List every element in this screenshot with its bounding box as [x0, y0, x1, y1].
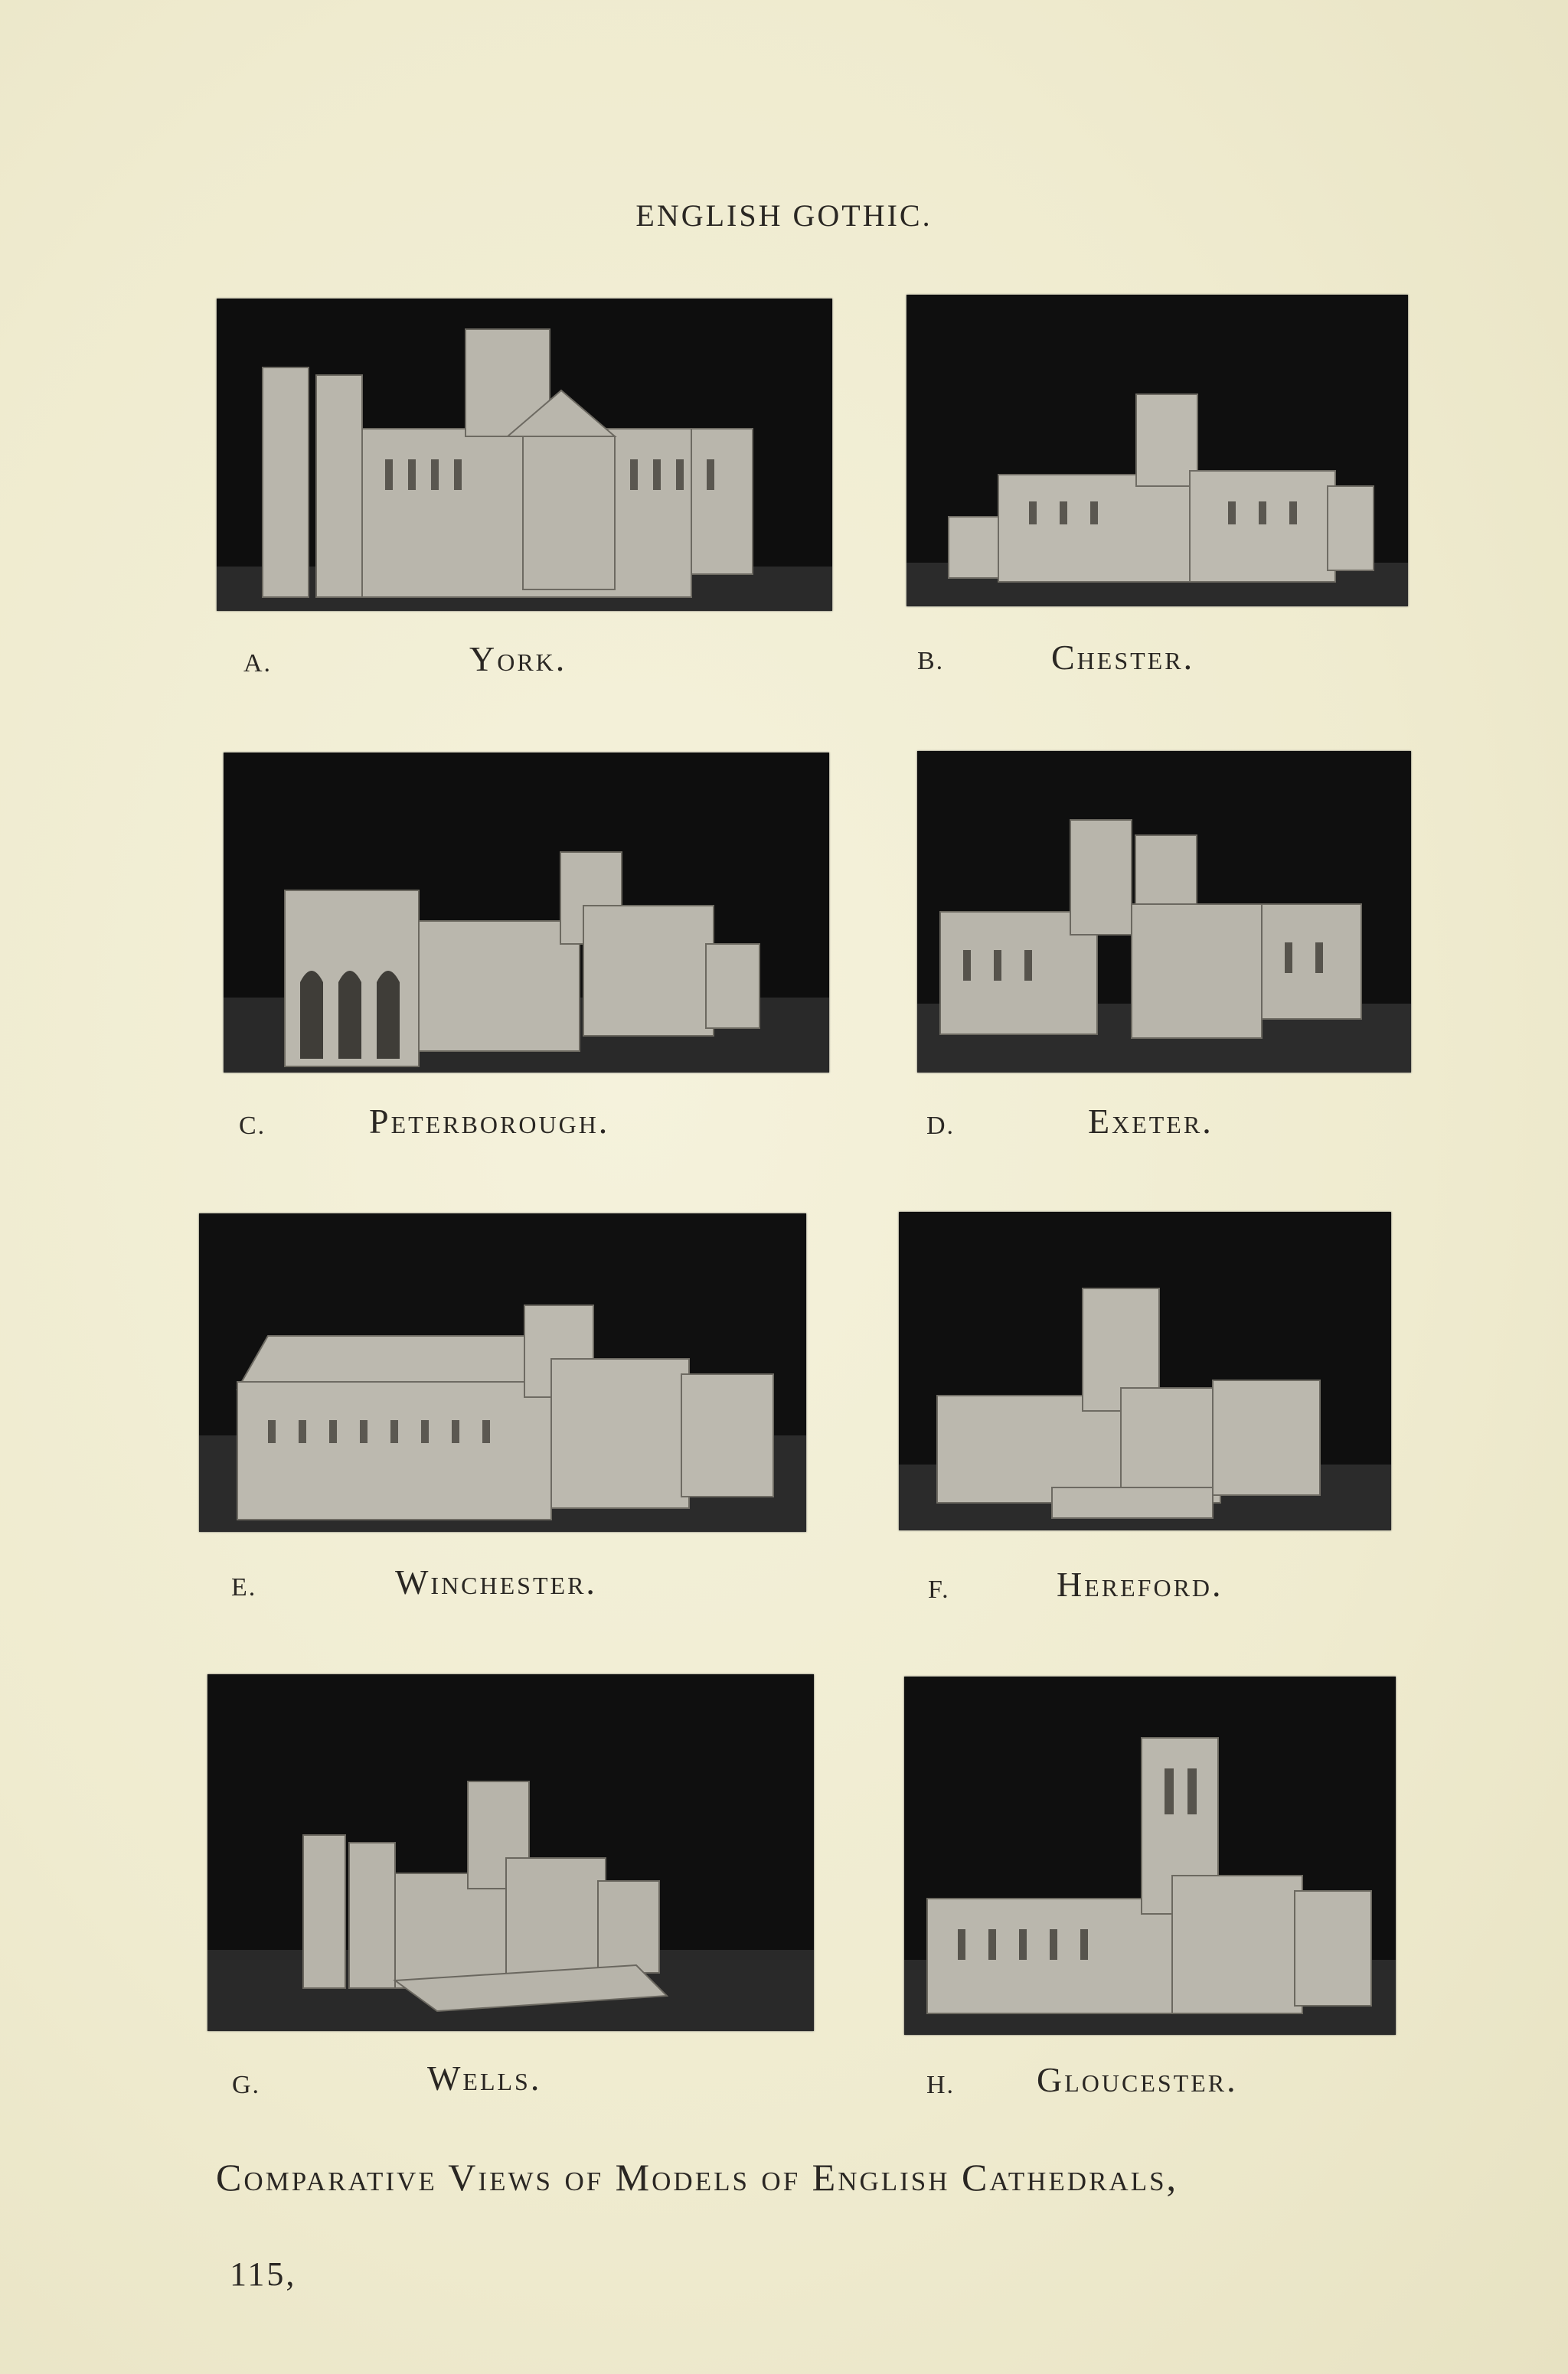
- plate-letter: C.: [239, 1112, 266, 1140]
- plate-name: Gloucester.: [1037, 2060, 1238, 2099]
- photo-exeter-cathedral-model: [917, 751, 1411, 1073]
- plate-letter: A.: [243, 649, 273, 678]
- plate-name: Wells.: [427, 2059, 542, 2098]
- photo-wells-cathedral-model: [207, 1674, 814, 2031]
- photo-hereford-cathedral-model: [899, 1212, 1391, 1530]
- plate-name: Winchester.: [395, 1563, 597, 1602]
- plate-name: York.: [469, 639, 567, 678]
- running-title: ENGLISH GOTHIC.: [635, 198, 933, 233]
- photo-gloucester-cathedral-model: [904, 1677, 1396, 2035]
- plate-name: Peterborough.: [369, 1102, 610, 1141]
- plate-letter: E.: [231, 1573, 257, 1602]
- page-number: 115,: [230, 2255, 297, 2293]
- plate-name: Exeter.: [1088, 1102, 1214, 1141]
- photo-winchester-cathedral-model: [199, 1213, 806, 1532]
- photo-chester-cathedral-model: [906, 295, 1408, 606]
- plate-letter: G.: [232, 2071, 261, 2099]
- plate-name: Chester.: [1051, 638, 1195, 677]
- plate-name: Hereford.: [1057, 1565, 1223, 1604]
- photo-york-cathedral-model: [217, 299, 832, 611]
- photo-peterborough-cathedral-model: [224, 753, 829, 1073]
- plate-letter: B.: [917, 647, 945, 675]
- plate-letter: H.: [926, 2071, 956, 2099]
- figure-caption: Comparative Views of Models of English Cathedrals,: [216, 2156, 1179, 2199]
- plate-letter: D.: [926, 1112, 956, 1140]
- plate-letter: F.: [928, 1576, 950, 1604]
